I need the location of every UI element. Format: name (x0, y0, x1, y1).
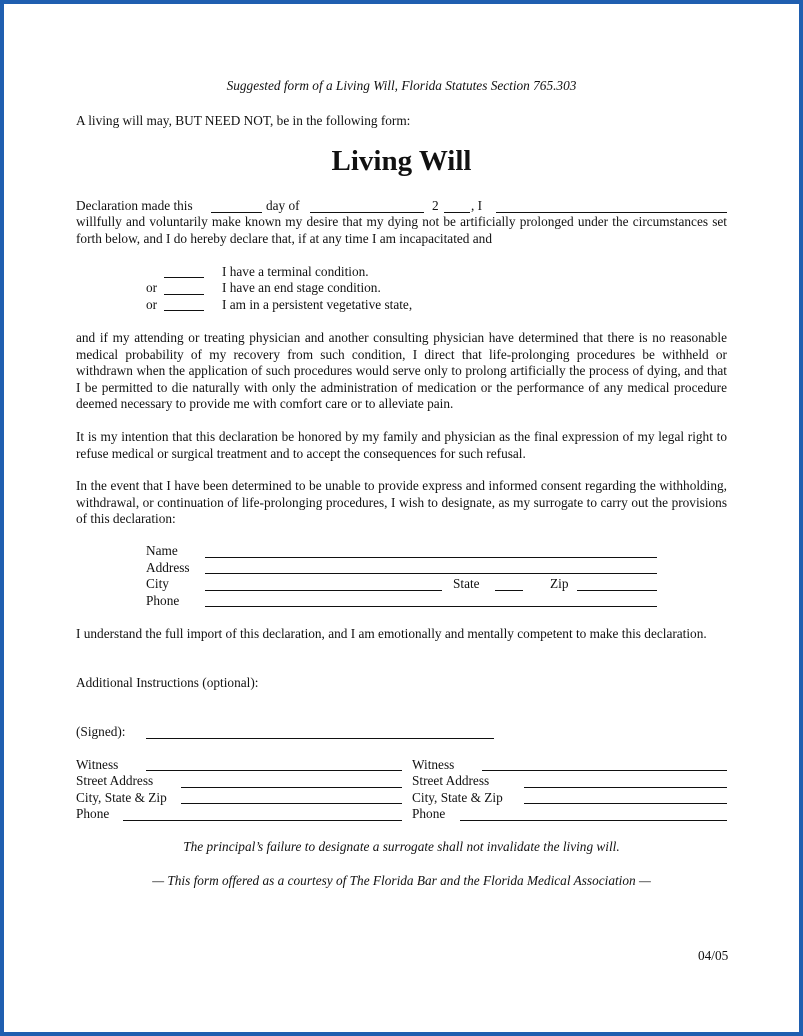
witness2-city-label: City, State & Zip (412, 790, 503, 805)
witness1-field[interactable] (146, 770, 402, 771)
day-of-label: day of (266, 198, 300, 213)
comma-i-label: , I (471, 198, 483, 213)
end-stage-blank[interactable] (164, 294, 204, 295)
witness2-street-label: Street Address (412, 773, 490, 788)
signature-field[interactable] (146, 738, 494, 739)
surrogate-city-field[interactable] (205, 590, 442, 591)
terminal-condition-blank[interactable] (164, 277, 204, 278)
witness1-street-label: Street Address (76, 773, 154, 788)
declaration-made-label: Declaration made this (76, 198, 193, 213)
surrogate-state-label: State (453, 576, 480, 591)
revision-date: 04/05 (698, 948, 729, 963)
day-blank[interactable] (211, 212, 262, 213)
witness1-phone-label: Phone (76, 806, 110, 821)
surrogate-paragraph: In the event that I have been determined to be unable to provide express and informed consent regarding the withholding, withdrawal, or continuation of life-prolonging procedures, I wish to designate, as my surrogate to carry out the provisions of this declaration: (76, 478, 727, 527)
month-blank[interactable] (310, 212, 424, 213)
witness2-field[interactable] (482, 770, 727, 771)
intro-line: A living will may, BUT NEED NOT, be in the following form: (76, 113, 411, 128)
end-stage-label: I have an end stage condition. (222, 280, 381, 295)
terminal-condition-label: I have a terminal condition. (222, 264, 369, 279)
witness1-street-field[interactable] (181, 787, 402, 788)
vegetative-state-label: I am in a persistent vegetative state, (222, 297, 413, 312)
surrogate-state-field[interactable] (495, 590, 523, 591)
surrogate-address-field[interactable] (205, 573, 657, 574)
or-label-1: or (146, 280, 158, 295)
witness1-city-field[interactable] (181, 803, 402, 804)
surrogate-name-field[interactable] (205, 557, 657, 558)
witness2-street-field[interactable] (524, 787, 727, 788)
understand-paragraph: I understand the full import of this declaration, and I am emotionally and mentally competent to make this declaration. (76, 626, 707, 641)
declaration-body: willfully and voluntarily make known my desire that my dying not be artificially prolonged under the circumstances set forth below, and I do hereby declare that, if at any time I am incapacitated and (76, 214, 727, 246)
signed-label: (Signed): (76, 724, 126, 739)
declarant-name-blank[interactable] (496, 212, 727, 213)
witness2-city-field[interactable] (524, 803, 727, 804)
surrogate-phone-label: Phone (146, 593, 180, 608)
witness2-label: Witness (412, 757, 455, 772)
intention-paragraph: It is my intention that this declaration be honored by my family and physician as the final expression of my legal right to refuse medical or surgical treatment and to accept the consequences for such refusal. (76, 429, 727, 461)
page-title: Living Will (331, 145, 472, 177)
year-blank[interactable] (444, 212, 470, 213)
surrogate-address-label: Address (146, 560, 190, 575)
surrogate-zip-field[interactable] (577, 590, 657, 591)
witness2-phone-label: Phone (412, 806, 446, 821)
courtesy-note: — This form offered as a courtesy of The Florida Bar and the Florida Medical Association — (152, 873, 651, 888)
vegetative-state-blank[interactable] (164, 310, 204, 311)
physician-paragraph: and if my attending or treating physician and another consulting physician have determined that there is no reasonable medical probability of my recovery from such condition, I direct that life-prolonging procedures be withheld or withdrawn when the application of such procedures would serve only to prolong artificially the process of dying, and that I be permitted to die naturally with only the administration of medication or the performance of any medical procedure deemed necessary to provide me with comfort care or to alleviate pain. (76, 330, 727, 412)
witness1-city-label: City, State & Zip (76, 790, 167, 805)
witness1-phone-field[interactable] (123, 820, 402, 821)
year-prefix: 2 (432, 198, 439, 213)
suggested-form-caption: Suggested form of a Living Will, Florida Statutes Section 765.303 (226, 78, 577, 93)
surrogate-zip-label: Zip (550, 576, 569, 591)
witness1-label: Witness (76, 757, 119, 772)
surrogate-phone-field[interactable] (205, 606, 657, 607)
surrogate-city-label: City (146, 576, 169, 591)
principal-note: The principal’s failure to designate a surrogate shall not invalidate the living will. (183, 839, 620, 854)
witness2-phone-field[interactable] (460, 820, 727, 821)
or-label-2: or (146, 297, 158, 312)
surrogate-name-label: Name (146, 543, 178, 558)
additional-instructions-label: Additional Instructions (optional): (76, 675, 259, 690)
